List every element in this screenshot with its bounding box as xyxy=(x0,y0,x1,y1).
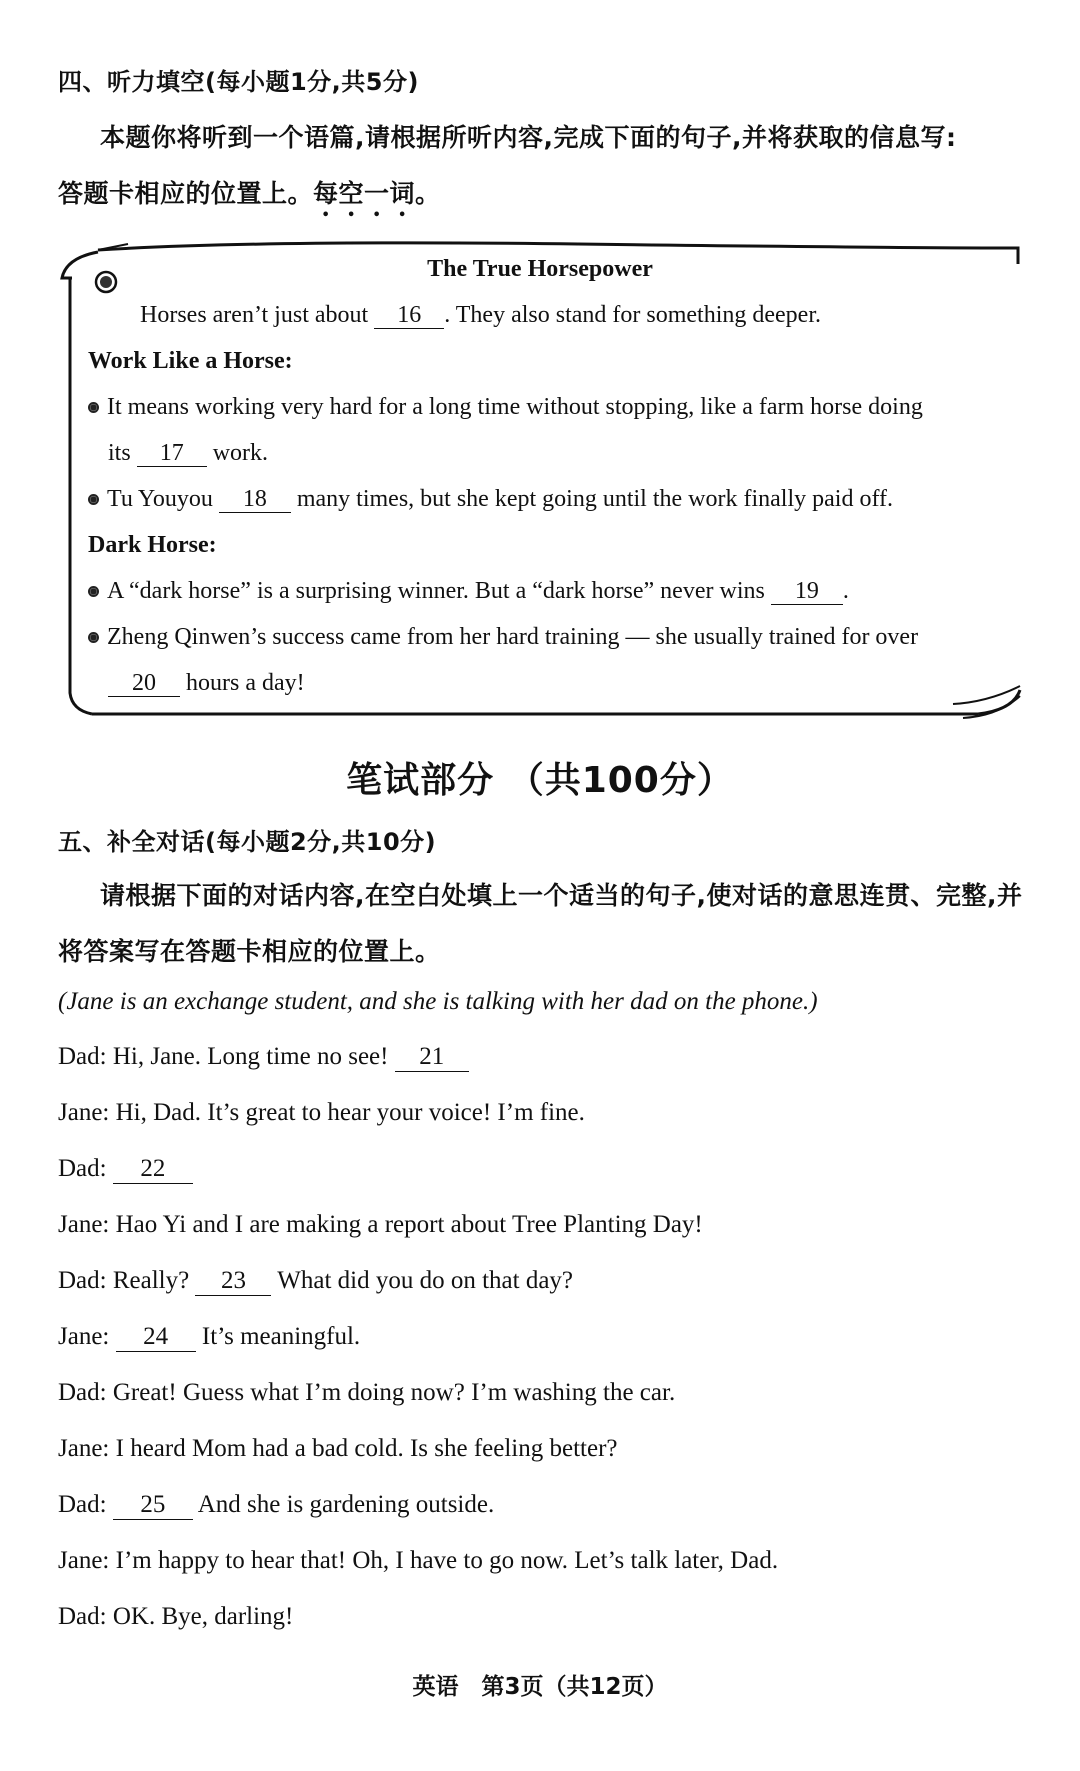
written-part-title xyxy=(0,752,1080,803)
section4-heading: 四、听力填空(每小题1分,共5分) xyxy=(58,68,419,96)
dialogue-line-11: Dad: OK. Bye, darling! xyxy=(58,1603,294,1630)
bullet-4-text: Zheng Qinwen’s success came from her hard training — she usually trained for over xyxy=(107,624,919,650)
emphasis-text: 每空一词 xyxy=(313,179,416,208)
section4-instruction-line1: 本题你将听到一个语篇,请根据所听内容,完成下面的句子,并将获取的信息写: xyxy=(100,123,957,152)
intro-text: Horses aren’t just about xyxy=(140,302,369,328)
dialogue-line-3 xyxy=(58,1155,193,1184)
dialogue-line-10: Jane: I’m happy to hear that! Oh, I have to go now. Let’s talk later, Dad. xyxy=(58,1547,779,1574)
subhead-work-like-horse: Work Like a Horse: xyxy=(88,348,293,374)
bullet-1-text-cont: its xyxy=(108,440,131,466)
written-part-label: 笔试部分 xyxy=(346,760,495,801)
dialogue-text-end: What did you do on that day? xyxy=(277,1267,574,1294)
bullet-2 xyxy=(88,486,893,513)
dialogue-text: Dad: xyxy=(58,1491,107,1518)
bullet-4-line1 xyxy=(88,624,918,651)
blank-19: 19 xyxy=(771,578,843,605)
intro-text-end: . They also stand for something deeper. xyxy=(444,302,821,328)
dialogue-line-8: Jane: I heard Mom had a bad cold. Is she feeling better? xyxy=(58,1435,618,1462)
bullet-3-text: A “dark horse” is a surprising winner. But a “dark horse” never wins xyxy=(107,578,765,604)
blank-23: 23 xyxy=(195,1267,271,1296)
bullet-4-text-end: hours a day! xyxy=(186,670,305,696)
bullet-icon xyxy=(88,586,99,597)
subhead-dark-horse: Dark Horse: xyxy=(88,532,217,558)
bullet-icon xyxy=(88,494,99,505)
bullet-1-line1 xyxy=(88,394,923,421)
bullet-1-line2 xyxy=(108,440,268,467)
blank-22: 22 xyxy=(113,1155,193,1184)
blank-21: 21 xyxy=(395,1043,469,1072)
blank-18: 18 xyxy=(219,486,291,513)
bullet-3-text-end: . xyxy=(842,578,849,604)
blank-24: 24 xyxy=(116,1323,196,1352)
blank-17: 17 xyxy=(137,440,207,467)
dialogue-line-5 xyxy=(58,1267,573,1296)
bullet-icon xyxy=(88,632,99,643)
passage-box xyxy=(58,238,1022,720)
bullet-2-text-end: many times, but she kept going until the work finally paid off. xyxy=(296,486,893,512)
instruction-text: 答题卡相应的位置上。 xyxy=(58,179,314,208)
blank-16: 16 xyxy=(374,302,444,329)
bullet-icon xyxy=(88,402,99,413)
bullet-1-text: It means working very hard for a long time without stopping, like a farm horse doing xyxy=(107,394,923,420)
bullet-2-text: Tu Youyou xyxy=(107,486,213,512)
instruction-punct: 。 xyxy=(415,179,441,208)
dialogue-text-end: It’s meaningful. xyxy=(201,1323,361,1350)
dialogue-text-end: And she is gardening outside. xyxy=(197,1491,495,1518)
passage-intro xyxy=(140,302,821,329)
section5-instruction-line1: 请根据下面的对话内容,在空白处填上一个适当的句子,使对话的意思连贯、完整,并 xyxy=(100,881,1023,910)
dialogue-line-2: Jane: Hi, Dad. It’s great to hear your voice! I’m fine. xyxy=(58,1099,585,1126)
passage-title: The True Horsepower xyxy=(427,256,653,282)
bullet-1-text-end: work. xyxy=(212,440,269,466)
section5-heading: 五、补全对话(每小题2分,共10分) xyxy=(58,828,437,856)
section5-instruction-line2: 将答案写在答题卡相应的位置上。 xyxy=(58,937,441,966)
blank-20: 20 xyxy=(108,670,180,697)
dialogue-line-6 xyxy=(58,1323,360,1352)
section4-instruction-line2 xyxy=(58,174,441,223)
dialogue-text: Dad: Hi, Jane. Long time no see! xyxy=(58,1043,389,1070)
dialogue-text: Dad: Really? xyxy=(58,1267,190,1294)
page-footer: 英语 第3页（共12页） xyxy=(412,1674,668,1700)
dialogue-line-7: Dad: Great! Guess what I’m doing now? I’m washing the car. xyxy=(58,1379,676,1406)
written-part-score: （共100分） xyxy=(507,760,734,801)
dialogue-text: Jane: xyxy=(58,1323,110,1350)
dialogue-context: (Jane is an exchange student, and she is talking with her dad on the phone.) xyxy=(58,988,818,1015)
bullet-4-line2 xyxy=(108,670,305,697)
passage-content xyxy=(58,238,1022,720)
bullet-3 xyxy=(88,578,849,605)
dialogue-line-9 xyxy=(58,1491,494,1520)
dialogue-text: Dad: xyxy=(58,1155,107,1182)
dialogue-line-4: Jane: Hao Yi and I are making a report about Tree Planting Day! xyxy=(58,1211,703,1238)
dialogue-line-1 xyxy=(58,1043,469,1072)
blank-25: 25 xyxy=(113,1491,193,1520)
